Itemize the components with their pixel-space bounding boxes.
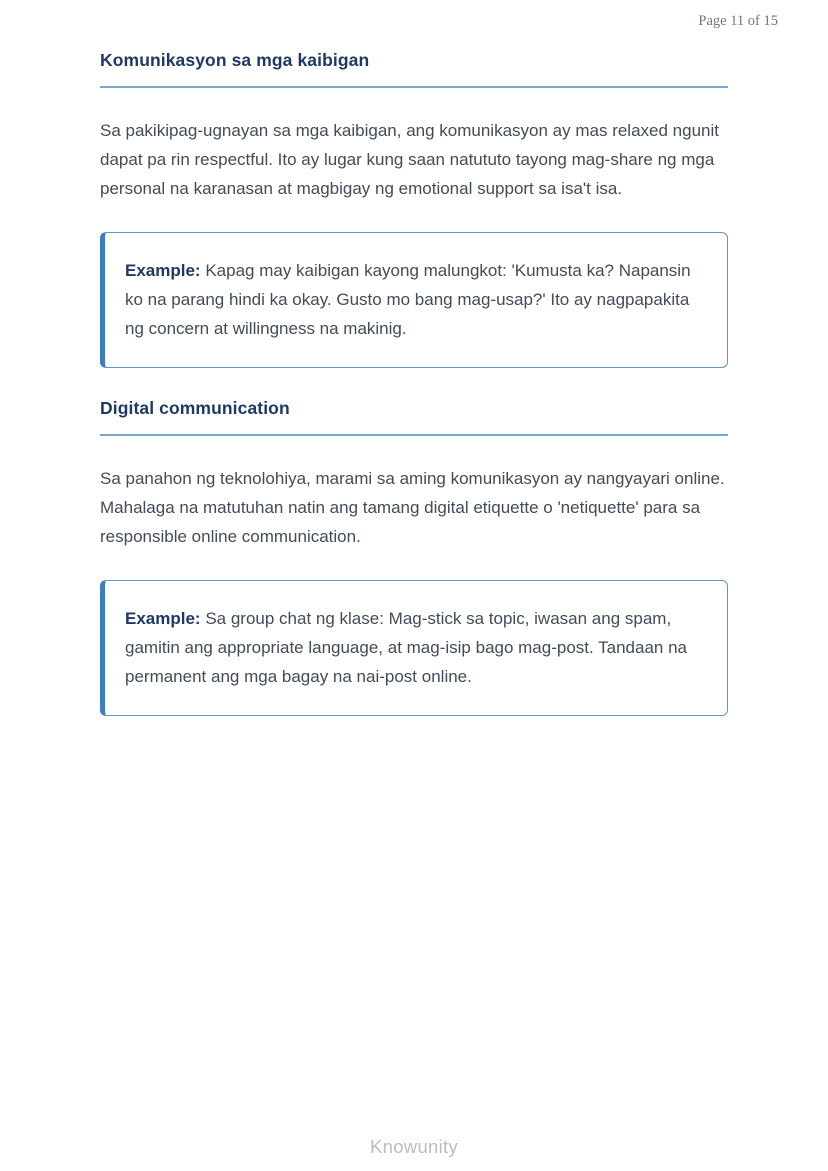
- example-callout-box: [100, 580, 728, 716]
- example-paragraph: [125, 604, 701, 691]
- page-number: Page 11 of 15: [698, 13, 778, 29]
- example-label: Example:: [125, 261, 201, 280]
- section-paragraph: Sa panahon ng teknolohiya, marami sa aming komunikasyon ay nangyayari online. Mahalaga na matutuhan natin ang tamang digital etiquette o 'netiquette' para sa responsible online communication.: [100, 469, 725, 546]
- example-text: Kapag may kaibigan kayong malungkot: 'Kumusta ka? Napansin ko na parang hindi ka okay. Gusto mo bang mag-usap?' Ito ay nagpapakita ng concern at willingness na makinig.: [125, 261, 691, 338]
- heading-underline: [100, 86, 728, 88]
- section-heading: Digital communication: [100, 398, 290, 418]
- section-heading: Komunikasyon sa mga kaibigan: [100, 50, 370, 70]
- heading-underline: [100, 434, 728, 436]
- section-digital-communication: [100, 398, 728, 716]
- example-paragraph: [125, 256, 701, 343]
- example-callout-box: [100, 232, 728, 368]
- example-text: Sa group chat ng klase: Mag-stick sa topic, iwasan ang spam, gamitin ang appropriate language, at mag-isip bago mag-post. Tandaan na permanent ang mga bagay na nai-post online.: [125, 609, 688, 686]
- section-paragraph: Sa pakikipag-ugnayan sa mga kaibigan, ang komunikasyon ay mas relaxed ngunit dapat pa rin respectful. Ito ay lugar kung saan natututo tayong mag-share ng mga personal na karanasan at magbigay ng emotional support sa isa't isa.: [100, 121, 719, 198]
- example-label: Example:: [125, 609, 201, 628]
- section-komunikasyon-sa-mga-kaibigan: [100, 50, 728, 368]
- knowunity-watermark: Knowunity: [369, 1136, 459, 1157]
